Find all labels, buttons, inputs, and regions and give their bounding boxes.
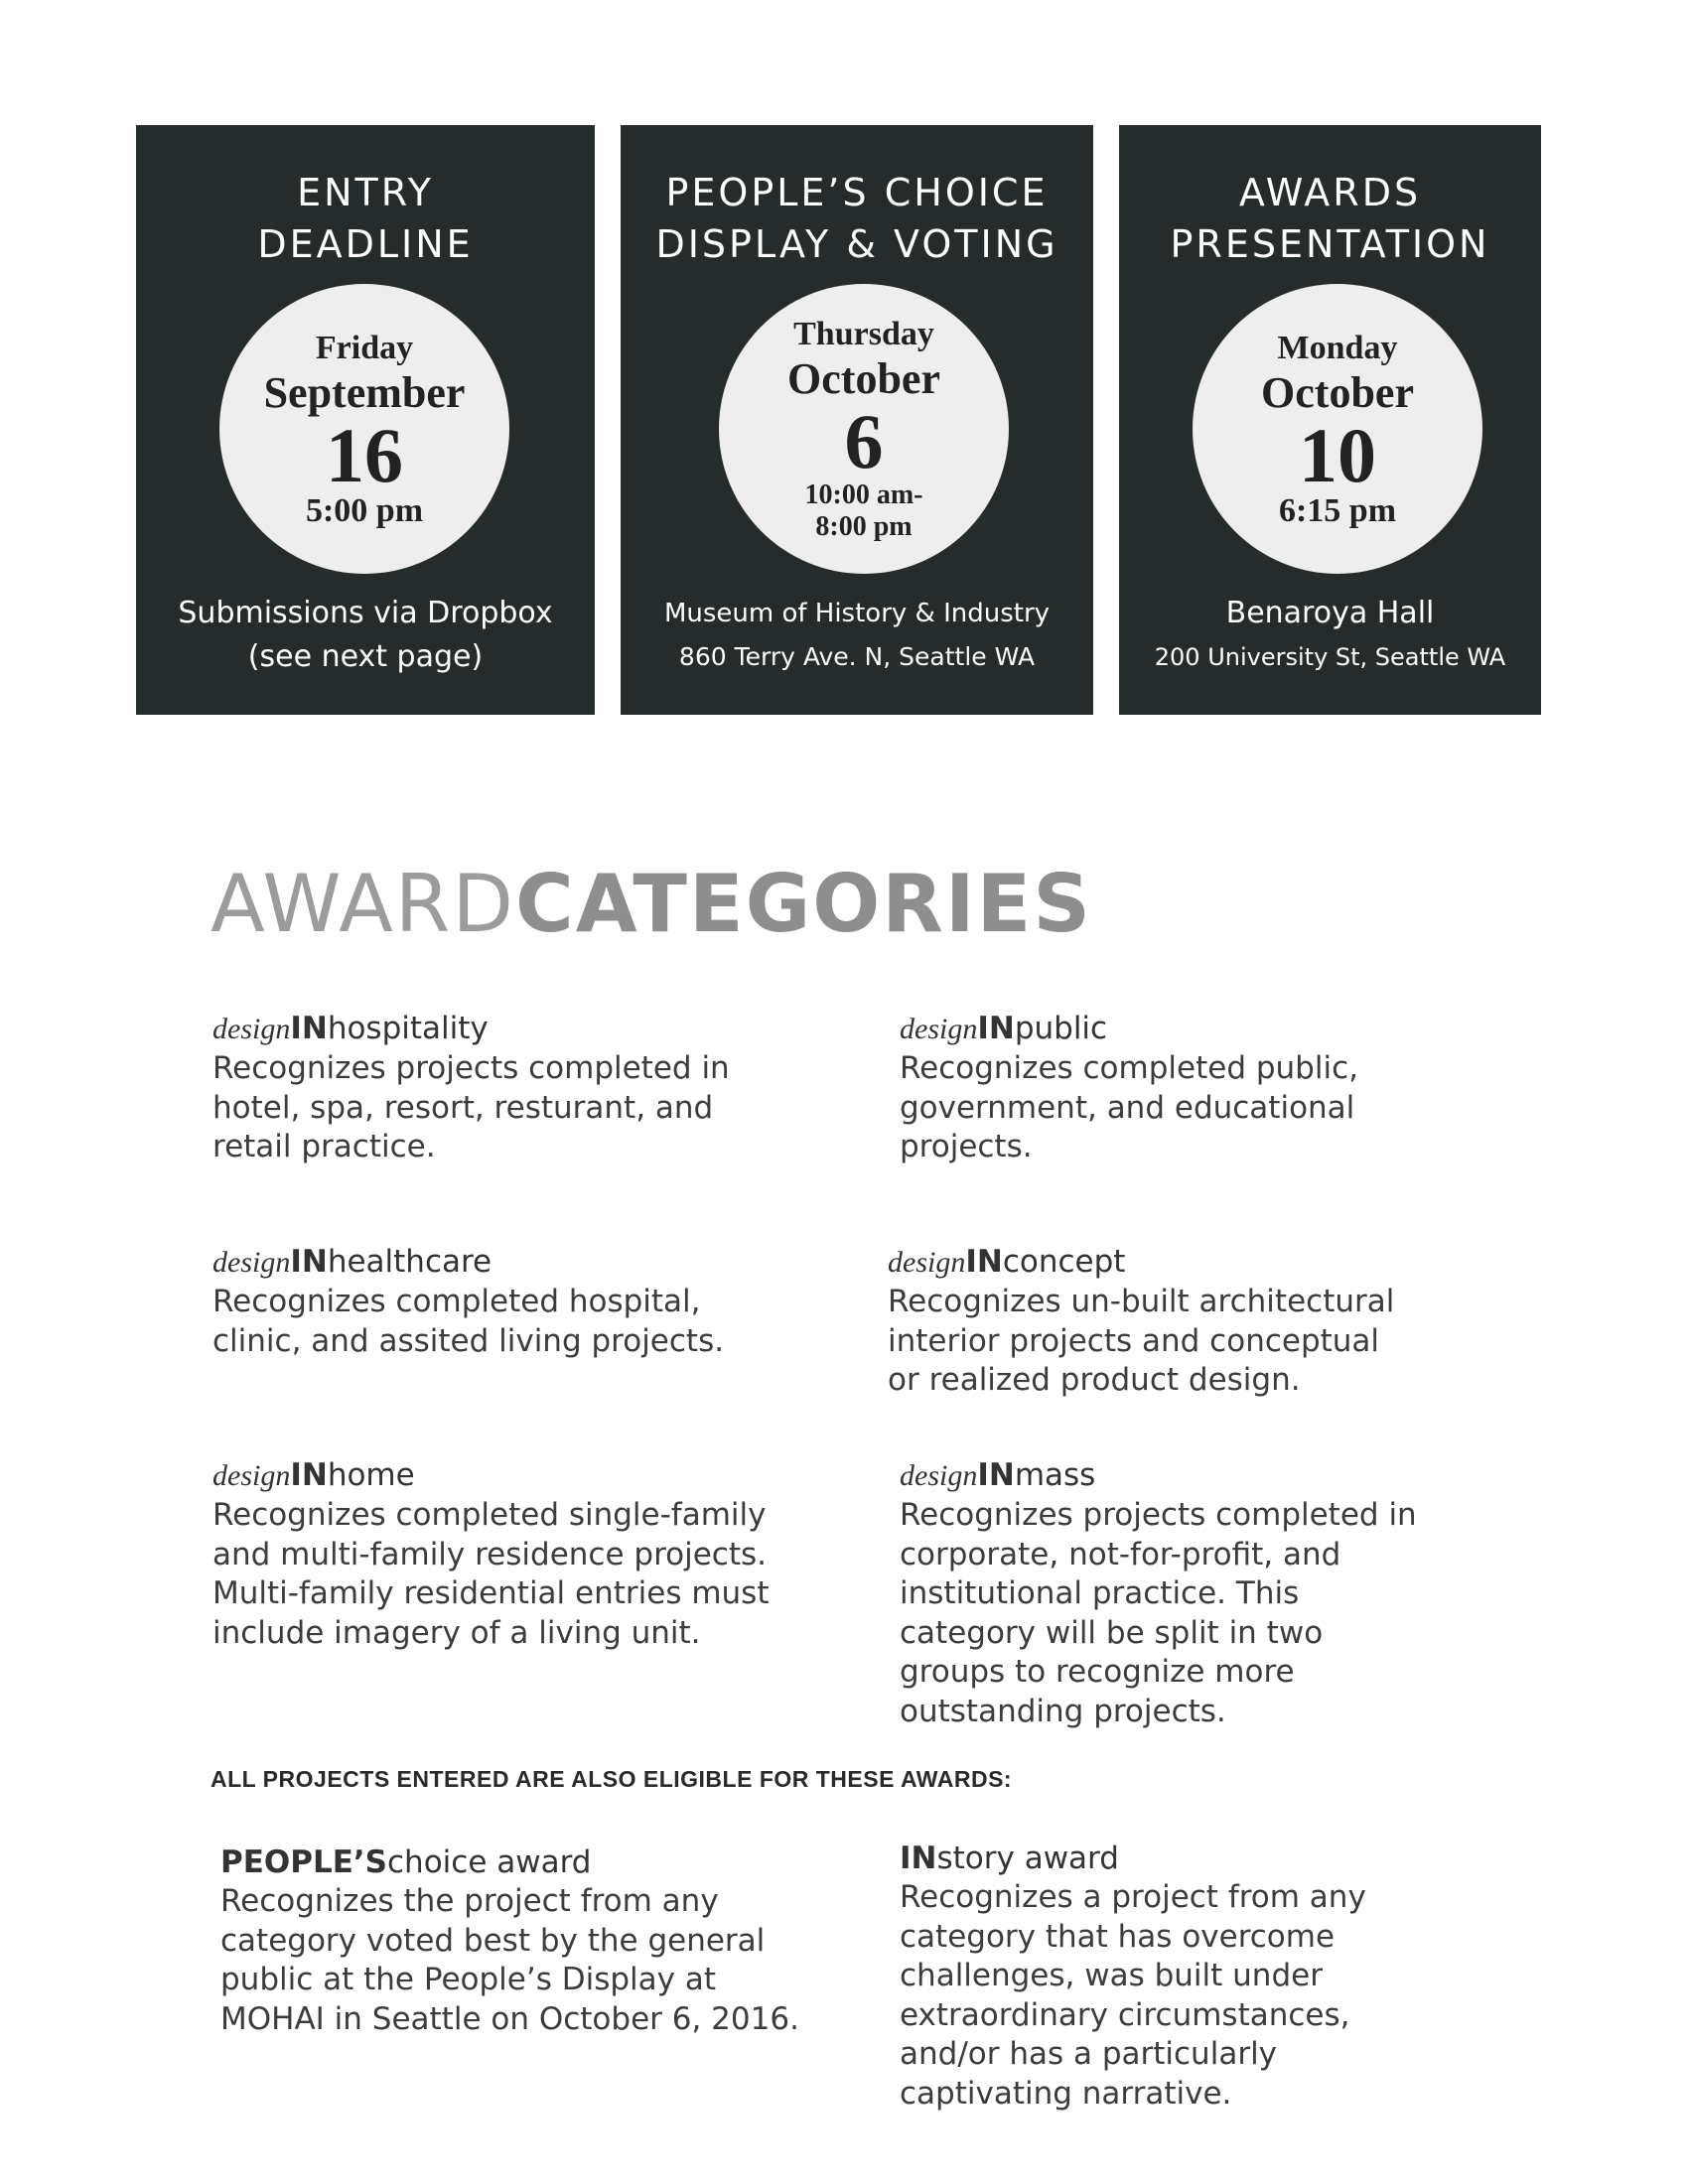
date-number: 6 — [844, 398, 884, 484]
category-description: Recognizes un-built architectural interior projects and conceptual or realized product design. — [888, 1284, 1395, 1398]
award-title-rest: choice award — [387, 1844, 592, 1880]
design-prefix: design — [212, 1013, 291, 1045]
card-title-line1: PEOPLE’S CHOICE — [665, 171, 1049, 214]
category-concept — [888, 1242, 1483, 1401]
category-title — [212, 1455, 848, 1496]
award-categories-heading — [211, 860, 1092, 949]
award-title-rest: story award — [936, 1841, 1119, 1876]
date-day: Monday — [1277, 330, 1398, 366]
date-month: October — [787, 354, 940, 403]
card-title — [136, 167, 595, 270]
date-month: September — [263, 368, 466, 417]
award-title-bold: IN — [900, 1841, 937, 1876]
card-title-line2: PRESENTATION — [1170, 222, 1490, 266]
in-prefix: IN — [290, 1011, 328, 1046]
date-time-end: 8:00 pm — [815, 511, 913, 542]
category-name: public — [1014, 1011, 1108, 1046]
date-time-start: 10:00 am- — [804, 479, 923, 510]
card-title — [621, 167, 1093, 270]
category-description: Recognizes projects completed in hotel, spa, resort, resturant, and retail practice. — [212, 1050, 730, 1164]
category-name: healthcare — [327, 1244, 492, 1280]
date-month: October — [1261, 368, 1414, 417]
category-title — [900, 1455, 1495, 1496]
award-title — [220, 1843, 856, 1882]
date-circle — [719, 284, 1009, 574]
date-circle — [1193, 284, 1482, 574]
card-title-line2: DEADLINE — [257, 222, 474, 266]
card-title-line1: AWARDS — [1238, 171, 1422, 214]
category-description: Recognizes completed hospital, clinic, and assited living projects. — [212, 1284, 725, 1359]
date-number: 10 — [1299, 412, 1376, 498]
category-title — [212, 1009, 808, 1049]
category-home — [212, 1455, 848, 1653]
peoples-choice-card — [621, 125, 1093, 715]
category-name: concept — [1002, 1244, 1126, 1280]
awards-presentation-card — [1119, 125, 1541, 715]
category-mass — [900, 1455, 1495, 1731]
heading-light: AWARD — [211, 858, 515, 950]
category-name: hospitality — [327, 1011, 489, 1046]
category-description: Recognizes completed single-family and multi-family residence projects. Multi-family residential entries must include imagery of a living unit. — [212, 1497, 770, 1651]
card-footer-line1: Benaroya Hall — [1225, 596, 1435, 630]
in-prefix: IN — [977, 1457, 1015, 1493]
card-title — [1119, 167, 1541, 270]
award-description: Recognizes a project from any category that has overcome challenges, was built under extraordinary circumstances, and/or has a particularly captivating narrative. — [900, 1879, 1366, 2112]
date-time: 6:15 pm — [1278, 492, 1397, 529]
design-prefix: design — [900, 1013, 978, 1045]
award-title-bold: PEOPLE’S — [220, 1844, 388, 1880]
in-prefix: IN — [965, 1244, 1003, 1280]
heading-bold: CATEGORIES — [515, 858, 1092, 950]
category-healthcare — [212, 1242, 808, 1361]
date-day: Friday — [315, 330, 414, 366]
category-description: Recognizes projects completed in corporate, not-for-profit, and institutional practice. This category will be split in two groups to recognize more outstanding projects. — [900, 1497, 1417, 1729]
card-footer-line1: Submissions via Dropbox — [178, 596, 553, 630]
card-footer-line1: Museum of History & Industry — [663, 599, 1051, 628]
date-circle — [219, 284, 509, 574]
category-description: Recognizes completed public, government, and educational projects. — [900, 1050, 1358, 1164]
card-footer — [621, 592, 1093, 679]
category-hospitality — [212, 1009, 808, 1167]
category-title — [212, 1242, 808, 1283]
date-time: 5:00 pm — [305, 492, 424, 529]
entry-deadline-card — [136, 125, 595, 715]
design-prefix: design — [900, 1459, 978, 1492]
category-title — [900, 1009, 1456, 1049]
category-name: home — [327, 1457, 415, 1493]
card-footer — [136, 592, 595, 679]
in-prefix: IN — [290, 1457, 328, 1493]
card-footer-line2: (see next page) — [247, 639, 484, 674]
date-day: Thursday — [793, 316, 934, 352]
in-prefix: IN — [290, 1244, 328, 1280]
award-description: Recognizes the project from any category voted best by the general public at the People’s Display at MOHAI in Seattle on October 6, 2016. — [220, 1883, 799, 2037]
category-title — [888, 1242, 1483, 1283]
in-prefix: IN — [977, 1011, 1015, 1046]
award-instory — [900, 1839, 1495, 2114]
card-footer-line2: 200 University St, Seattle WA — [1154, 643, 1506, 671]
category-name: mass — [1014, 1457, 1096, 1493]
category-public — [900, 1009, 1456, 1167]
card-footer — [1119, 592, 1541, 679]
date-number: 16 — [326, 412, 403, 498]
card-title-line2: DISPLAY & VOTING — [655, 222, 1058, 266]
eligible-note: ALL PROJECTS ENTERED ARE ALSO ELIGIBLE FOR THESE AWARDS: — [211, 1766, 1013, 1792]
card-title-line1: ENTRY — [297, 171, 434, 214]
award-peoples-choice — [220, 1843, 856, 2039]
award-title — [900, 1839, 1495, 1878]
design-prefix: design — [212, 1246, 291, 1279]
design-prefix: design — [212, 1459, 291, 1492]
card-footer-line2: 860 Terry Ave. N, Seattle WA — [678, 642, 1036, 671]
design-prefix: design — [888, 1246, 966, 1279]
